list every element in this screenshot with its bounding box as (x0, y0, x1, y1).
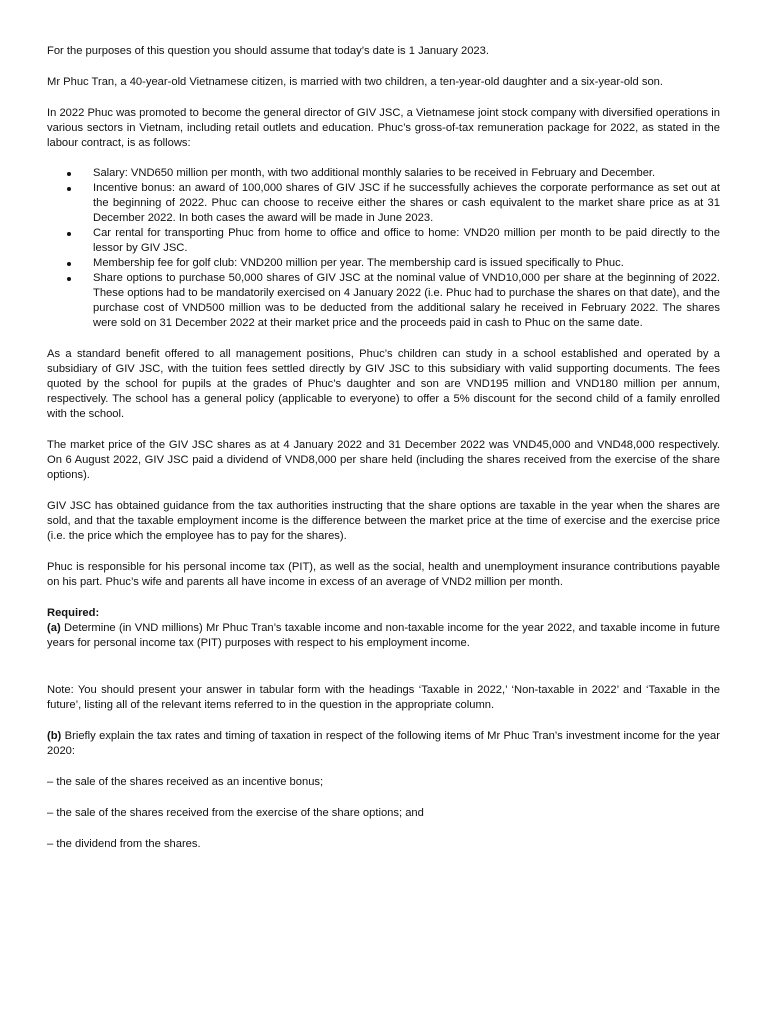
part-b-text: Briefly explain the tax rates and timing of taxation in respect of the following items of Mr Phuc Tran’s investment income for the year 2020: (47, 730, 720, 757)
list-item-text: Share options to purchase 50,000 shares of GIV JSC at the nominal value of VND10,000 per share at the beginning of 2022. These options had to be mandatorily exercised on 4 January 2022 (i.e. Phuc had to purchase the shares on that date), and the purchase cost of VND500 million was to be deducted from the additional salary he received in February 2022. The shares were sold on 31 December 2022 at their market price and the proceeds paid in cash to Phuc on the same date. (93, 272, 720, 329)
bullet-icon (67, 187, 71, 191)
list-item-text: Membership fee for golf club: VND200 million per year. The membership card is issued specifically to Phuc. (93, 257, 624, 269)
bullet-icon (67, 277, 71, 281)
intro-date-paragraph: For the purposes of this question you should assume that today’s date is 1 January 2023. (47, 45, 489, 57)
promotion-paragraph: In 2022 Phuc was promoted to become the general director of GIV JSC, a Vietnamese joint stock company with diversified operations in various sectors in Vietnam, including retail outlets and education. Phuc’s gross-of-tax remuneration package for 2022, as stated in the labour contract, is as follows: (47, 107, 720, 149)
note-paragraph: Note: You should present your answer in tabular form with the headings ‘Taxable in 2022,’ ‘Non-taxable in 2022’ and ‘Taxable in the future’, listing all of the relevant items referred to in the question in the appropriate column. (47, 684, 720, 711)
part-a-text: Determine (in VND millions) Mr Phuc Tran’s taxable income and non-taxable income for the year 2022, and taxable income in future years for personal income tax (PIT) purposes with respect to his employment income. (47, 622, 721, 649)
list-item (47, 166, 720, 181)
list-item-text: Salary: VND650 million per month, with two additional monthly salaries to be received in February and December. (93, 167, 656, 179)
part-b-item: – the dividend from the shares. (47, 838, 201, 850)
bullet-icon (67, 262, 71, 266)
part-b-item: – the sale of the shares received from the exercise of the share options; and (47, 807, 424, 819)
document-page (47, 44, 720, 868)
school-benefit-paragraph: As a standard benefit offered to all management positions, Phuc’s children can study in a school established and operated by a subsidiary of GIV JSC, with the tuition fees settled directly by GIV JSC to this subsidiary with valid supporting documents. The fees quoted by the school for pupils at the grades of Phuc’s daughter and son are VND195 million and VND180 million per annum, respectively. The school has a general policy (applicable to everyone) to offer a 5% discount for the second child of a family enrolled with the school. (47, 348, 720, 420)
tax-guidance-paragraph: GIV JSC has obtained guidance from the tax authorities instructing that the share options are taxable in the year when the shares are sold, and that the taxable employment income is the difference between the market price at the time of exercise and the exercise price (i.e. the price which the employee has to pay for the shares). (47, 500, 720, 542)
required-heading: Required: (47, 607, 100, 619)
list-item (47, 226, 720, 256)
part-b-label: (b) (47, 730, 62, 742)
list-item (47, 256, 720, 271)
required-section (47, 606, 720, 651)
part-b-section (47, 729, 720, 759)
list-item-text: Car rental for transporting Phuc from home to office and office to home: VND20 million per month to be paid directly to the lessor by GIV JSC. (93, 227, 720, 254)
part-b-item: – the sale of the shares received as an incentive bonus; (47, 776, 324, 788)
pit-responsibility-paragraph: Phuc is responsible for his personal income tax (PIT), as well as the social, health and unemployment insurance contributions payable on his part. Phuc’s wife and parents all have income in excess of an average of VND2 million per month. (47, 561, 720, 588)
list-item (47, 181, 720, 226)
list-item (47, 271, 720, 331)
family-paragraph: Mr Phuc Tran, a 40-year-old Vietnamese citizen, is married with two children, a ten-year-old daughter and a six-year-old son. (47, 76, 664, 88)
bullet-icon (67, 232, 71, 236)
share-price-paragraph: The market price of the GIV JSC shares as at 4 January 2022 and 31 December 2022 was VND45,000 and VND48,000 respectively. On 6 August 2022, GIV JSC paid a dividend of VND8,000 per share held (including the shares received from the exercise of the share options). (47, 439, 720, 481)
list-item-text: Incentive bonus: an award of 100,000 shares of GIV JSC if he successfully achieves the corporate performance as set out at the beginning of 2022. Phuc can choose to receive either the shares or cash equivalent to the market share price as at 31 December 2022. In both cases the award will be made in June 2023. (93, 182, 720, 224)
bullet-icon (67, 172, 71, 176)
part-a-label: (a) (47, 622, 61, 634)
remuneration-list (47, 166, 720, 331)
